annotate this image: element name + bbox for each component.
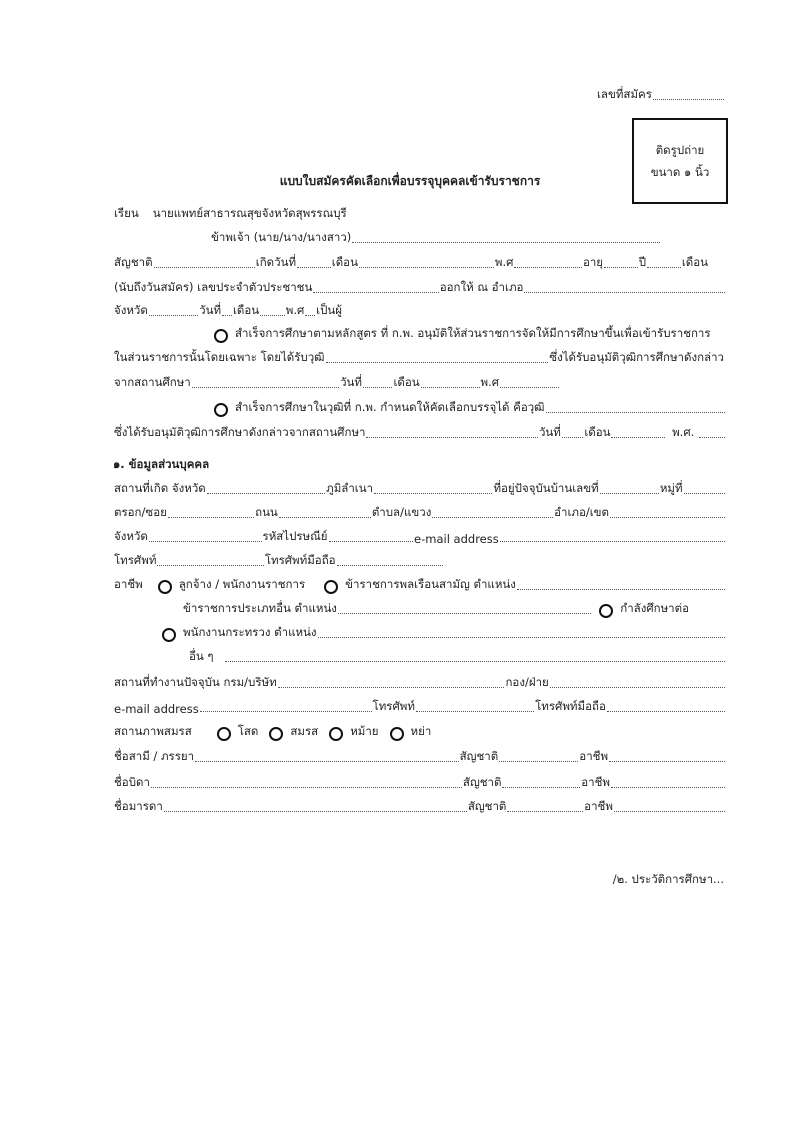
label: อื่น ๆ [189,649,214,663]
label: ปี [638,255,647,269]
institution-2-field[interactable] [366,437,537,438]
year-field[interactable] [500,387,559,388]
mother-line [113,798,725,816]
occ-radio[interactable] [599,604,613,618]
work-phone-field[interactable] [416,711,534,712]
label: ชื่อบิดา [114,775,150,789]
id-line [113,279,725,297]
label: รหัสไปรษณีย์ [262,529,328,543]
label: โทรศัพท์มือถือ [535,699,606,713]
domicile-field[interactable] [374,493,492,494]
label: (นับถึงวันสมัคร) เลขประจำตัวประชาชน [114,280,313,294]
issue-date-line [113,302,343,320]
label: พนักงานกระทรวง ตำแหน่ง [183,625,317,639]
label: ซึ่งได้รับอนุมัติวุฒิการศึกษาดังกล่าวจากสถานศึกษา [114,425,366,439]
label: อำเภอ/เขต [554,505,609,519]
label: เดือน [681,255,708,269]
label: อาชีพ [114,577,143,591]
label: สมรส [290,724,319,738]
label: ซึ่งได้รับอนุมัติวุฒิการศึกษาดังกล่าว [549,350,724,364]
label: ออกให้ ณ อำเภอ [439,280,524,294]
phone-line [113,552,443,570]
option-1 [210,325,725,343]
position-field[interactable] [318,637,725,638]
marital-line [113,723,725,741]
moo-field[interactable] [684,493,725,494]
label: หม้าย [350,724,379,738]
marital-single-radio[interactable] [217,727,231,741]
work-contact-line [113,698,725,716]
label: เลขที่สมัคร [597,87,652,101]
spouse-name-field[interactable] [195,761,459,762]
label: e-mail address [414,532,499,546]
subdistrict-field[interactable] [432,517,553,518]
name-field[interactable] [352,242,660,243]
district-field[interactable] [610,517,725,518]
degree-2-field[interactable] [546,412,725,413]
label: วันที่ [340,375,362,389]
label: เป็นผู้ [316,303,342,317]
issue-year-field[interactable] [305,315,315,316]
label: ถนน [255,505,278,519]
mother-name-field[interactable] [164,811,467,812]
mother-occupation-field[interactable] [614,811,725,812]
label: วันที่ [538,425,561,439]
day-field[interactable] [363,387,392,388]
label: จากสถานศึกษา [114,375,191,389]
father-name-field[interactable] [151,787,462,788]
age-years-field[interactable] [604,267,638,268]
occ-radio[interactable] [162,628,176,642]
label: หย่า [410,724,432,738]
spouse-nationality-field[interactable] [499,761,578,762]
issued-district-field[interactable] [524,292,725,293]
label: สถานภาพสมรส [114,724,192,738]
label: เดือน [393,375,420,389]
label: อาชีพ [584,799,613,813]
next-section-label: /๒. ประวัติการศึกษา... [612,872,724,886]
label: ข้าราชการประเภทอื่น ตำแหน่ง [183,601,337,615]
issue-day-field[interactable] [222,315,232,316]
continuation-note [113,871,725,889]
company-field[interactable] [278,687,505,688]
form-title: แบบใบสมัครคัดเลือกเพื่อบรรจุบุคคลเข้ารับราชการ [279,174,541,188]
birth-year-field[interactable] [514,267,581,268]
day-field[interactable] [562,437,583,438]
label: อาชีพ [581,775,610,789]
label: พ.ศ [285,303,305,317]
occupation-line-3 [158,624,725,642]
position-field[interactable] [338,613,591,614]
province-line [113,528,725,546]
id-number-field[interactable] [313,292,438,293]
label: เดือน [331,255,358,269]
label: ที่อยู่ปัจจุบันบ้านเลขที่ [493,481,599,495]
label: ลูกจ้าง / พนักงานราชการ [178,577,306,591]
workplace-line [113,674,725,692]
phone-field[interactable] [157,565,263,566]
marital-divorced-radio[interactable] [390,727,404,741]
soi-field[interactable] [168,517,254,518]
birth-line [113,254,709,272]
occ-radio[interactable] [324,580,338,594]
option-2 [210,399,725,417]
label: จังหวัด [114,529,148,543]
label: ตรอก/ซอย [114,505,167,519]
label: หมู่ที่ [659,481,683,495]
spouse-occupation-field[interactable] [609,761,725,762]
label: ชื่อมารดา [114,799,163,813]
photo-size: ขนาด ๑ นิ้ว [650,165,710,179]
label: โทรศัพท์มือถือ [264,553,336,567]
label: สถานที่ทำงานปัจจุบัน กรม/บริษัท [114,675,277,689]
addressee-value: นายแพทย์สาธารณสุขจังหวัดสุพรรณบุรี [152,206,347,220]
issued-province-field[interactable] [149,315,198,316]
option-1-institution [113,374,559,392]
birth-month-field[interactable] [359,267,494,268]
age-months-field[interactable] [647,267,681,268]
option-2-radio[interactable] [214,403,228,417]
province-field[interactable] [149,541,262,542]
father-occupation-field[interactable] [611,787,725,788]
addressee [113,205,725,223]
mother-nationality-field[interactable] [507,811,583,812]
application-number [596,86,724,104]
option-2-institution [113,424,725,442]
label: ข้าพเจ้า (นาย/นาง/นางสาว) [211,230,352,244]
email-field[interactable] [500,541,725,542]
label: ในส่วนราชการนั้นโดยเฉพาะ โดยได้รับวุฒิ [114,350,325,364]
application-number-field[interactable] [653,99,724,100]
label: เดือน [232,303,260,317]
year-field[interactable] [699,437,725,438]
mobile-field[interactable] [337,565,443,566]
label: สัญชาติ [459,749,499,763]
house-number-field[interactable] [600,493,659,494]
option-1-degree [113,349,725,367]
work-email-field[interactable] [200,711,372,712]
label: โสด [237,724,259,738]
marital-married-radio[interactable] [269,727,283,741]
label: พ.ศ. [672,425,695,439]
father-nationality-field[interactable] [502,787,580,788]
label: ชื่อสามี / ภรรยา [114,749,195,763]
label: สำเร็จการศึกษาตามหลักสูตร ที่ ก.พ. อนุมัติให้ส่วนราชการจัดให้มีการศึกษาขึ้นเพื่อเข้ารับราชการ [235,326,711,340]
section-heading: ๑. ข้อมูลส่วนบุคคล [113,457,210,471]
address-line [113,504,725,522]
label: อาชีพ [579,749,609,763]
occ-radio[interactable] [158,580,172,594]
label: จังหวัด [114,303,148,317]
postcode-field[interactable] [329,541,413,542]
label: เรียน [114,206,139,220]
label: พ.ศ [494,255,514,269]
occupation-other [188,648,725,666]
label: พ.ศ [480,375,500,389]
road-field[interactable] [279,517,371,518]
label: ภูมิลำเนา [326,481,374,495]
month-field[interactable] [611,437,665,438]
birth-day-field[interactable] [297,267,331,268]
birthplace-line [113,480,725,498]
label: วันที่ [199,303,222,317]
label: เดือน [584,425,611,439]
label: ข้าราชการพลเรือนสามัญ ตำแหน่ง [345,577,516,591]
label: ตำบล/แขวง [371,505,432,519]
photo-label: ติดรูปถ่าย [655,143,705,157]
label: สัญชาติ [462,775,502,789]
father-line [113,774,725,792]
institution-field[interactable] [192,387,339,388]
label: โทรศัพท์ [372,699,415,713]
issue-month-field[interactable] [260,315,285,316]
birth-province-field[interactable] [207,493,325,494]
label: อายุ [582,255,604,269]
occupation-line-2 [182,600,690,618]
label: สัญชาติ [114,255,153,269]
option-1-radio[interactable] [214,329,228,343]
label: กอง/ฝ่าย [505,675,549,689]
name-line [210,229,660,247]
occupation-line [113,576,725,594]
label: กำลังศึกษาต่อ [620,601,689,615]
label: สถานที่เกิด จังหวัด [114,481,206,495]
spouse-line [113,748,725,766]
other-field[interactable] [225,661,725,662]
work-mobile-field[interactable] [607,711,725,712]
nationality-field[interactable] [154,267,255,268]
degree-field[interactable] [326,362,549,363]
month-field[interactable] [421,387,480,388]
marital-widowed-radio[interactable] [329,727,343,741]
photo-box [632,118,728,204]
label: e-mail address [114,702,199,716]
division-field[interactable] [550,687,725,688]
position-field[interactable] [517,589,725,590]
label: สัญชาติ [467,799,507,813]
label: โทรศัพท์ [114,553,157,567]
label: เกิดวันที่ [255,255,297,269]
label: สำเร็จการศึกษาในวุฒิที่ ก.พ. กำหนดให้คัดเลือกบรรจุได้ คือวุฒิ [235,400,545,414]
